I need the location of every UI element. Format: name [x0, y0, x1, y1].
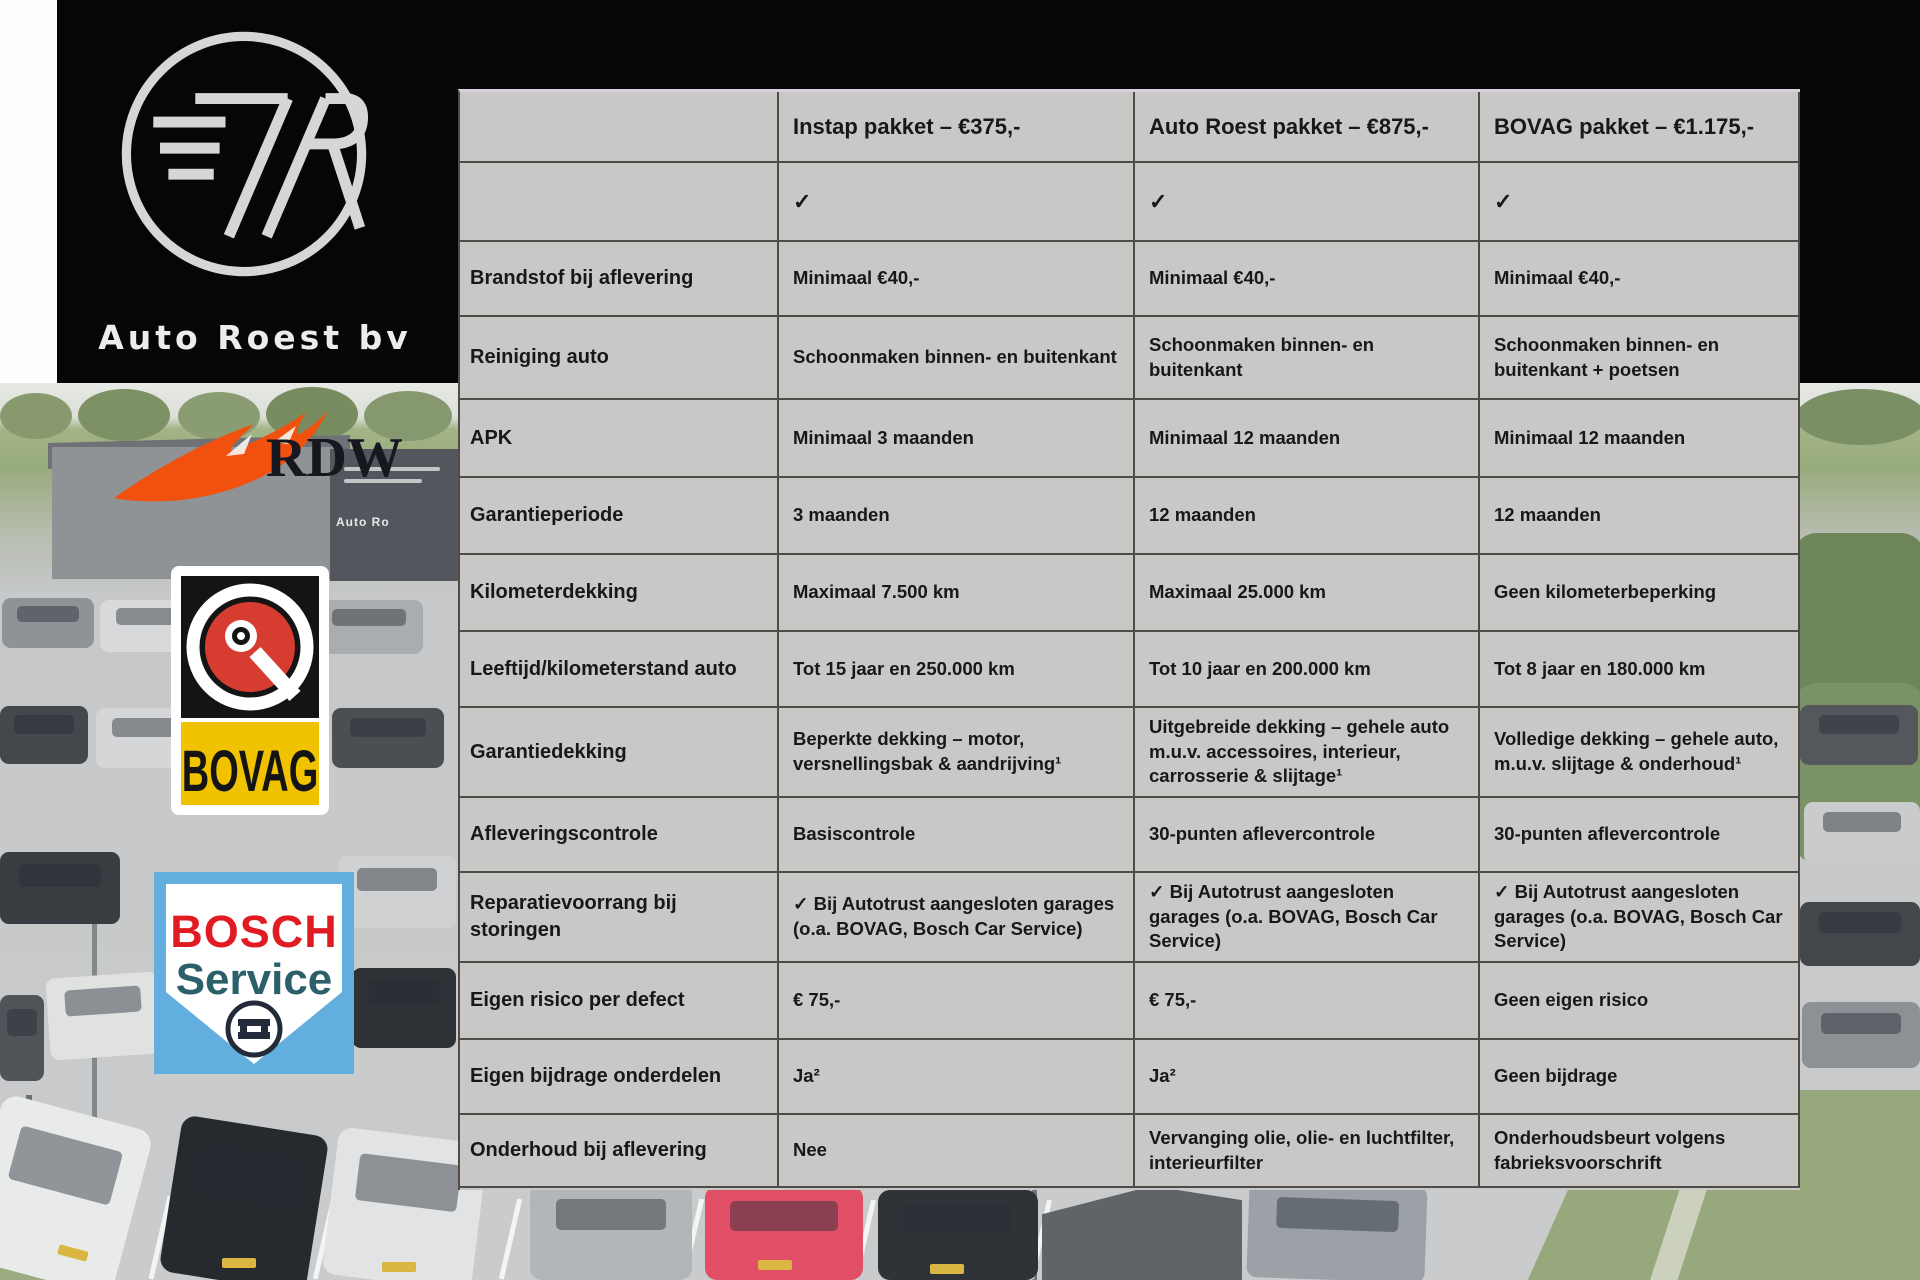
- license-plate: [382, 1262, 416, 1272]
- package-cell: Geen eigen risico: [1480, 963, 1800, 1040]
- row-label: Garantieperiode: [460, 478, 779, 555]
- car-shape: [1804, 802, 1920, 864]
- included-check: ✓: [1480, 163, 1800, 242]
- row-label: Leeftijd/kilometerstand auto: [460, 632, 779, 708]
- car-shape: [2, 598, 94, 648]
- row-label: Kilometerdekking: [460, 555, 779, 632]
- package-cell: Maximaal 25.000 km: [1135, 555, 1480, 632]
- package-cell: Minimaal €40,-: [779, 242, 1135, 317]
- package-cell: 30-punten aflevercontrole: [1135, 798, 1480, 873]
- package-cell: Ja²: [1135, 1040, 1480, 1115]
- car-shape: [530, 1183, 692, 1280]
- package-cell: Minimaal €40,-: [1135, 242, 1480, 317]
- corner-cell: [460, 92, 779, 163]
- car-shape: [0, 706, 88, 764]
- included-check: ✓: [779, 163, 1135, 242]
- package-cell: Minimaal €40,-: [1480, 242, 1800, 317]
- package-cell: Schoonmaken binnen- en buitenkant + poetsen: [1480, 317, 1800, 400]
- car-shape: [45, 971, 162, 1061]
- packages-table: [458, 89, 1800, 1190]
- package-cell: Schoonmaken binnen- en buitenkant: [779, 317, 1135, 400]
- package-cell: Tot 8 jaar en 180.000 km: [1480, 632, 1800, 708]
- bosch-service-logo: [154, 872, 354, 1074]
- car-shape: [0, 852, 120, 924]
- license-plate: [222, 1258, 256, 1268]
- bovag-logo: [171, 566, 329, 815]
- brand-name: Auto Roest bv: [98, 318, 412, 357]
- package-cell: Schoonmaken binnen- en buitenkant: [1135, 317, 1480, 400]
- package-cell: Tot 10 jaar en 200.000 km: [1135, 632, 1480, 708]
- row-label: Eigen risico per defect: [460, 963, 779, 1040]
- car-shape: [338, 856, 456, 928]
- row-label: Reiniging auto: [460, 317, 779, 400]
- package-cell: Geen bijdrage: [1480, 1040, 1800, 1115]
- tree: [1796, 389, 1920, 445]
- package-cell: 3 maanden: [779, 478, 1135, 555]
- left-margin: [0, 0, 57, 383]
- package-header: BOVAG pakket – €1.175,-: [1480, 92, 1800, 163]
- package-cell: Geen kilometerbeperking: [1480, 555, 1800, 632]
- package-cell: Minimaal 12 maanden: [1135, 400, 1480, 478]
- package-cell: Maximaal 7.500 km: [779, 555, 1135, 632]
- included-check: ✓: [1135, 163, 1480, 242]
- package-cell: Beperkte dekking – motor, versnellingsbak & aandrijving¹: [779, 708, 1135, 798]
- package-cell: € 75,-: [1135, 963, 1480, 1040]
- bovag-wordmark: BOVAG: [181, 740, 319, 805]
- tree: [0, 393, 72, 439]
- package-cell: Onderhoudsbeurt volgens fabrieksvoorschrift: [1480, 1115, 1800, 1188]
- package-header: Instap pakket – €375,-: [779, 92, 1135, 163]
- row-label: Afleveringscontrole: [460, 798, 779, 873]
- package-header: Auto Roest pakket – €875,-: [1135, 92, 1480, 163]
- car-shape: [0, 995, 44, 1081]
- package-cell: Minimaal 12 maanden: [1480, 400, 1800, 478]
- car-shape: [1800, 902, 1920, 966]
- package-cell: Nee: [779, 1115, 1135, 1188]
- package-cell: Minimaal 3 maanden: [779, 400, 1135, 478]
- license-plate: [758, 1260, 792, 1270]
- package-cell: 12 maanden: [1135, 478, 1480, 555]
- rdw-wordmark: RDW: [266, 427, 403, 489]
- car-shape: [332, 708, 444, 768]
- row-label: Garantiedekking: [460, 708, 779, 798]
- row-label: Brandstof bij aflevering: [460, 242, 779, 317]
- car-shape: [1802, 1002, 1920, 1068]
- package-cell: Ja²: [779, 1040, 1135, 1115]
- car-cover-shape: [1042, 1186, 1242, 1280]
- parking-line: [499, 1198, 522, 1279]
- package-cell: Basiscontrole: [779, 798, 1135, 873]
- car-shape: [315, 600, 423, 654]
- license-plate: [930, 1264, 964, 1274]
- row-label: APK: [460, 400, 779, 478]
- package-cell: Volledige dekking – gehele auto, m.u.v. slijtage & onderhoud¹: [1480, 708, 1800, 798]
- package-cell: Uitgebreide dekking – gehele auto m.u.v. accessoires, interieur, carrosserie & slijtage¹: [1135, 708, 1480, 798]
- package-cell: ✓ Bij Autotrust aangesloten garages (o.a. BOVAG, Bosch Car Service): [779, 873, 1135, 963]
- package-cell: ✓ Bij Autotrust aangesloten garages (o.a. BOVAG, Bosch Car Service): [1480, 873, 1800, 963]
- rdw-logo: [106, 406, 406, 502]
- package-cell: Vervanging olie, olie- en luchtfilter, interieurfilter: [1135, 1115, 1480, 1188]
- package-cell: 30-punten aflevercontrole: [1480, 798, 1800, 873]
- car-shape: [159, 1114, 330, 1280]
- row-label: Onderhoud bij aflevering: [460, 1115, 779, 1188]
- auto-roest-monogram-icon: [118, 28, 370, 280]
- package-cell: 12 maanden: [1480, 478, 1800, 555]
- building-sign: Auto Ro: [336, 515, 390, 529]
- row-label: [460, 163, 779, 242]
- package-cell: ✓ Bij Autotrust aangesloten garages (o.a. BOVAG, Bosch Car Service): [1135, 873, 1480, 963]
- van-shape: [1246, 1181, 1427, 1280]
- package-cell: € 75,-: [779, 963, 1135, 1040]
- car-shape: [1800, 705, 1918, 765]
- row-label: Eigen bijdrage onderdelen: [460, 1040, 779, 1115]
- bosch-wordmark: BOSCH: [170, 906, 338, 957]
- bush: [1793, 533, 1920, 703]
- bosch-service-label: Service: [175, 955, 333, 1004]
- package-cell: Tot 15 jaar en 250.000 km: [779, 632, 1135, 708]
- car-shape: [352, 968, 456, 1048]
- row-label: Reparatievoorrang bij storingen: [460, 873, 779, 963]
